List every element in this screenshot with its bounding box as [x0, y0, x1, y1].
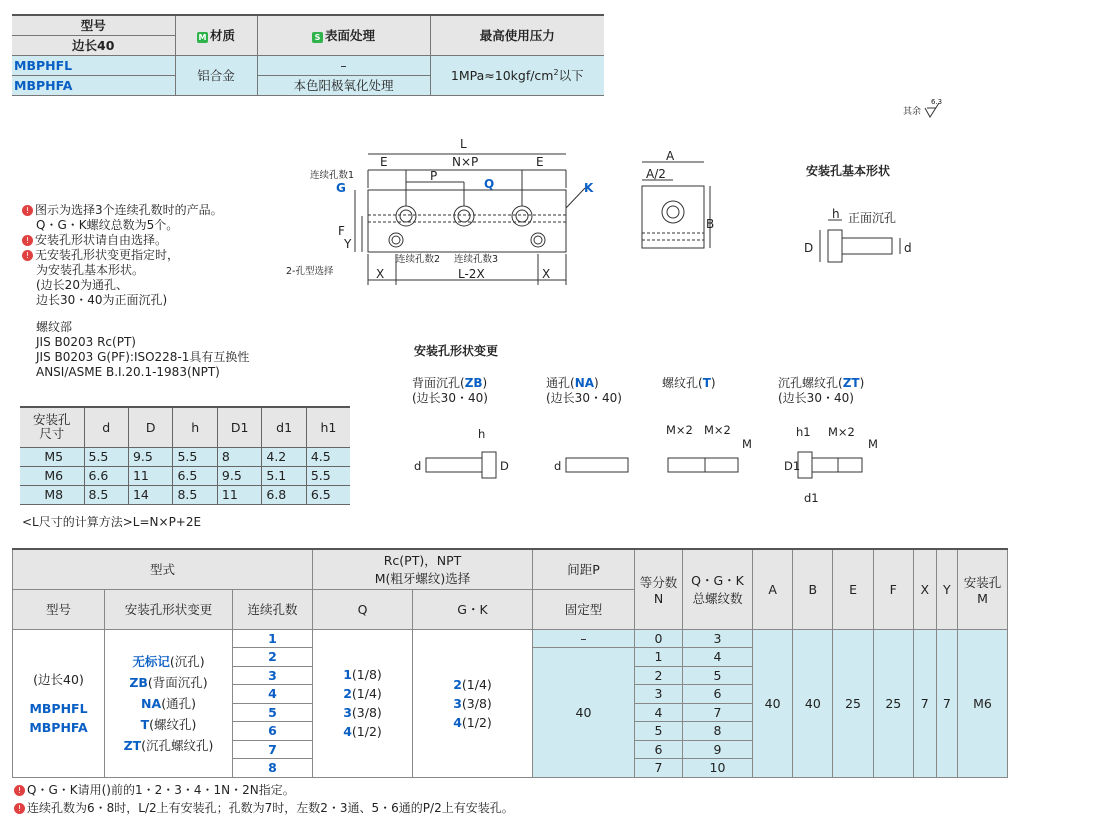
footnotes: ! Q・G・K请用()前的1・2・3・4・1N・2N指定。 ! 连续孔数为6・8时，L/2上有安装孔；孔数为7时，左数2・3通、5・6通的P/2上有安装孔。 [14, 781, 514, 817]
table-row: M5 5.5 9.5 5.5 8 4.2 4.5 [20, 447, 350, 466]
notes-left: ! 图示为选择3个连续孔数时的产品。 Q・G・K螺纹总数为5个。 ! 安装孔形状请自由选择。 ! 无安装孔形状变更指定时， 为安装孔基本形状。 (边长20为通孔、 边长30・40为正面沉孔) [22, 203, 223, 308]
table-row: M6 6.6 11 6.5 9.5 5.1 5.5 [20, 466, 350, 485]
material-badge-icon: M [198, 33, 207, 43]
thread-notes: 螺纹部 JIS B0203 Rc(PT) JIS B0203 G(PF):ISO228-1具有互换性 ANSI/ASME B.I.20.1-1983(NPT) [36, 320, 250, 379]
svg-text:d: d [554, 459, 562, 473]
svg-text:A/2: A/2 [646, 167, 666, 181]
note-icon: ! [22, 235, 33, 246]
spec-table [12, 14, 604, 96]
svg-text:连续孔数2: 连续孔数2 [396, 254, 441, 265]
pressure-value: $1MPa\approx 10kgf/cm^2$以下 [430, 55, 604, 95]
svg-text:M: M [868, 437, 878, 451]
svg-text:h: h [832, 208, 840, 221]
svg-text:X: X [542, 267, 551, 281]
svg-text:h1: h1 [796, 425, 811, 439]
roughness-mark: 其余 6.3 [903, 98, 943, 117]
svg-text:K: K [584, 181, 594, 195]
svg-text:Y: Y [344, 237, 352, 251]
svg-text:L-2X: L-2X [458, 267, 485, 281]
svg-text:Q: Q [484, 177, 495, 191]
header-model: 型号 [12, 15, 175, 35]
svg-text:d1: d1 [804, 491, 819, 505]
svg-text:2-孔型选择: 2-孔型选择 [286, 266, 334, 277]
svg-text:B: B [706, 217, 715, 231]
svg-text:L: L [460, 137, 467, 151]
basic-shape-title: 安装孔基本形状 [806, 164, 891, 178]
svg-text:D: D [804, 241, 814, 255]
variant-zb: 背面沉孔(ZB) (边长30・40) [412, 376, 488, 405]
mount-hole-size-table: 安装孔 尺寸 d D h D1 d1 h1 M5 5.5 9.5 5.5 8 4.2 4.5 M6 6.6 11 6.5 9.5 5.1 5.5 M8 8.5 14 8.5 11 6.8 6.5 [20, 406, 350, 505]
svg-text:A: A [666, 149, 675, 163]
variant-zt: 沉孔螺纹孔(ZT) (边长30・40) [778, 376, 865, 405]
svg-text:连续孔数3: 连续孔数3 [454, 254, 499, 265]
svg-text:h: h [478, 427, 486, 441]
surface-value-1: – [257, 55, 430, 75]
variants-title: 安装孔形状变更 [414, 344, 499, 358]
svg-text:X: X [376, 267, 385, 281]
note-icon: ! [14, 803, 25, 814]
svg-text:D: D [500, 459, 509, 473]
svg-text:M: M [742, 437, 752, 451]
header-pressure: 最高使用压力 [430, 15, 604, 55]
variants-drawing [400, 420, 900, 510]
svg-text:D1: D1 [784, 459, 801, 473]
surface-badge-icon: S [312, 32, 323, 43]
svg-text:P: P [430, 169, 438, 183]
svg-text:F: F [338, 224, 345, 238]
svg-text:M×2: M×2 [666, 423, 693, 437]
surface-value-2: 本色阳极氧化处理 [257, 75, 430, 95]
svg-text:M×2: M×2 [704, 423, 731, 437]
svg-text:M×2: M×2 [828, 425, 855, 439]
variant-na: 通孔(NA) (边长30・40) [546, 376, 622, 405]
svg-text:连续孔数1: 连续孔数1 [310, 170, 355, 181]
variant-t: 螺纹孔(T) [662, 376, 716, 390]
header-surface: S 表面处理 [257, 15, 430, 55]
note-icon: ! [14, 785, 25, 796]
svg-text:E: E [536, 155, 544, 169]
material-value: 铝合金 [175, 55, 257, 95]
svg-text:d: d [904, 241, 912, 255]
header-side: 边长40 [12, 35, 175, 55]
table-row: M8 8.5 14 8.5 11 6.8 6.5 [20, 485, 350, 504]
header-material: M 材质 [175, 15, 257, 55]
model-mbphfl: MBPHFL [12, 55, 175, 75]
svg-text:E: E [380, 155, 388, 169]
svg-text:正面沉孔: 正面沉孔 [848, 211, 897, 225]
svg-text:N×P: N×P [452, 155, 479, 169]
side-view-drawing [636, 148, 726, 258]
order-table: 型式 Rc(PT)，NPT M(粗牙螺纹)选择 间距P 等分数 N Q・G・K 总螺纹数 A B E F X Y 安装孔 M 型号 安装孔形状变更 连续孔数 Q G・K 固定型 (边长40) MBPHFL MBPHFA 无标记(沉孔) ZB(背面沉孔) NA(通孔) T(螺纹孔) ZT(沉孔螺纹孔) 1 1(1/8) 2(1/4) 3(3/8) 4(1/2) 2(1/4) 3(3/8) 4(1/2) – 0 3 40 40 25 25 7 7 M6 2 40 1 4 3 2 5 4 3 6 5 4 7 6 5 8 7 6 9 8 7 10 [12, 548, 1008, 778]
manifold-drawing [280, 130, 620, 300]
formula-note: <L尺寸的计算方法>L=N×P+2E [22, 515, 202, 529]
note-icon: ! [22, 250, 33, 261]
svg-text:d: d [414, 459, 422, 473]
model-mbphfa: MBPHFA [12, 75, 175, 95]
note-icon: ! [22, 205, 33, 216]
svg-text:G: G [336, 181, 346, 195]
basic-shape-drawing [800, 208, 930, 278]
